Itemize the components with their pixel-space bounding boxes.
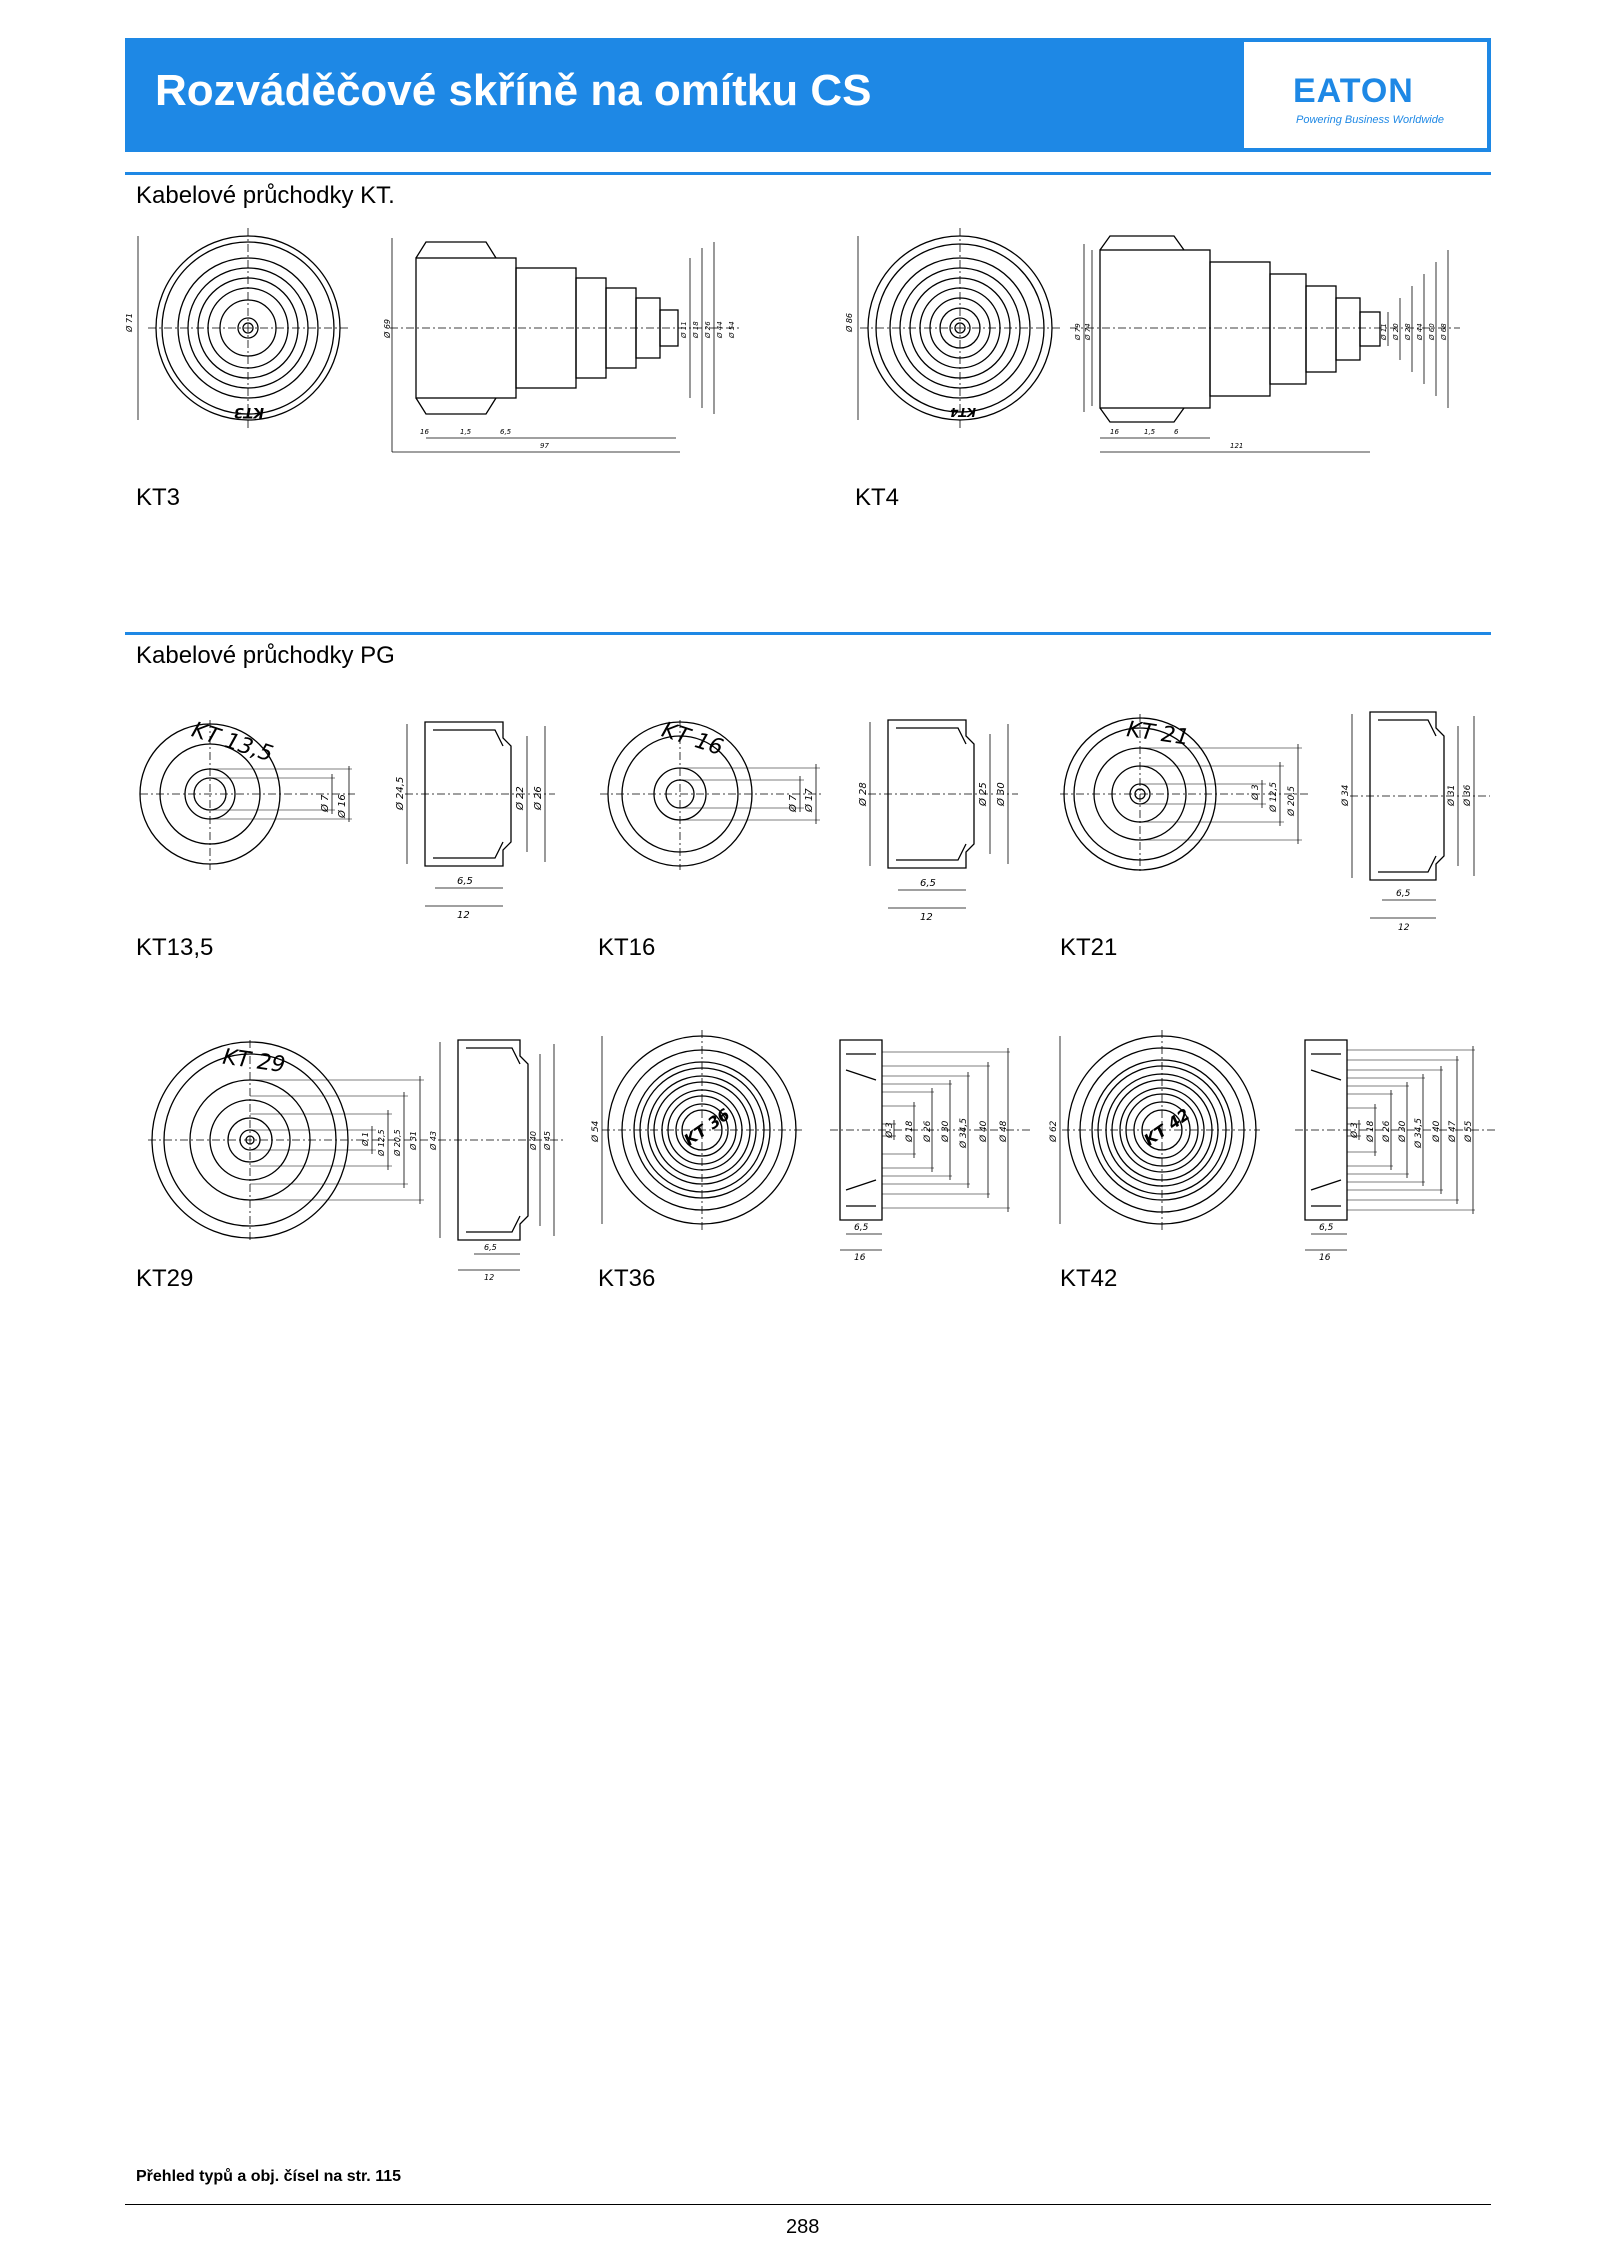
kt3-side-dim-44: Ø 44 (716, 321, 724, 338)
kt4-side-dim-74: Ø 74 (1084, 323, 1092, 340)
footer-note: Přehled typů a obj. čísel na str. 115 (136, 2168, 401, 2185)
kt3-side-dim-16: 16 (420, 428, 429, 436)
kt42-dim-18: Ø 18 (1366, 1120, 1376, 1142)
kt3-mark: KT3 (233, 404, 264, 420)
kt36-mark: KT 36 (680, 1104, 734, 1150)
kt16-dim-6-5: 6,5 (920, 878, 936, 889)
kt21-dim-31: Ø 31 (1447, 784, 1457, 806)
kt4-side-dim-79: Ø 79 (1074, 323, 1082, 340)
kt135-dim-12: 12 (457, 910, 470, 921)
kt135-dim-7: Ø 7 (320, 794, 331, 812)
kt36-dim-26: Ø 26 (923, 1120, 933, 1142)
kt21-side-view (1330, 700, 1500, 940)
kt21-dim-34: Ø 34 (1341, 784, 1351, 806)
kt36-dim-3: Ø 3 (885, 1122, 895, 1138)
kt29-front-view (140, 1030, 440, 1240)
kt42-dim-62: Ø 62 (1049, 1120, 1059, 1142)
kt16-dim-30: Ø 30 (996, 782, 1007, 806)
figure-label-kt21: KT21 (1060, 934, 1118, 961)
kt3-side-dim-18: Ø 18 (692, 321, 700, 338)
kt42-dim-55: Ø 55 (1464, 1120, 1474, 1142)
kt16-side-view (848, 700, 1028, 925)
kt3-side-dim-26: Ø 26 (704, 321, 712, 338)
kt42-side-view (1295, 1030, 1495, 1263)
kt16-front-view (600, 700, 830, 880)
kt4-side-dim-60: Ø 60 (1428, 323, 1436, 340)
kt36-dim-6-5: 6,5 (854, 1223, 869, 1233)
kt4-front-view (845, 228, 1078, 438)
kt29-dim-12-5: Ø 12,5 (377, 1129, 386, 1156)
kt29-dim-1: Ø 1 (361, 1132, 370, 1146)
figure-label-kt36: KT36 (598, 1265, 656, 1292)
kt4-side-dim-6: 6 (1174, 428, 1179, 436)
kt3-side-view (383, 228, 750, 463)
figure-label-kt16: KT16 (598, 934, 656, 961)
kt42-mark: KT 42 (1140, 1104, 1194, 1150)
kt29-dim-12: 12 (484, 1273, 495, 1282)
kt36-dim-54: Ø 54 (591, 1120, 601, 1142)
kt4-side-dim-44: Ø 44 (1416, 323, 1424, 340)
kt21-mark: KT 21 (1125, 717, 1191, 751)
kt3-front-dim: Ø 71 (125, 312, 134, 332)
kt36-side-view (830, 1030, 1030, 1263)
kt16-dim-7: Ø 7 (788, 794, 799, 812)
kt4-side-dim-28: Ø 28 (1404, 323, 1412, 340)
section-rule-pg (125, 632, 1491, 635)
kt21-dim-6-5: 6,5 (1396, 889, 1411, 899)
section-title-kt: Kabelové průchodky KT. (136, 182, 395, 209)
kt3-side-dim-1-5: 1,5 (460, 428, 472, 436)
kt4-side-dim-1-5: 1,5 (1144, 428, 1156, 436)
kt3-side-dim-6-5: 6,5 (500, 428, 512, 436)
kt29-dim-31: Ø 31 (409, 1130, 418, 1150)
kt4-side-dim-20: Ø 20 (1392, 323, 1400, 340)
kt16-dim-25: Ø 25 (978, 782, 989, 806)
kt135-front-view (140, 700, 370, 880)
kt36-front-view (592, 1030, 802, 1230)
kt42-dim-6-5: 6,5 (1319, 1223, 1334, 1233)
figure-label-kt135: KT13,5 (136, 934, 214, 961)
kt29-dim-20-5: Ø 20,5 (393, 1129, 402, 1156)
kt4-side-view (1070, 228, 1470, 463)
figure-label-kt29: KT29 (136, 1265, 194, 1292)
kt42-dim-16: 16 (1319, 1253, 1331, 1263)
kt3-side-dim-54: Ø 54 (728, 321, 736, 338)
logo-tagline: Powering Business Worldwide (1296, 114, 1444, 126)
kt42-dim-47: Ø 47 (1448, 1120, 1458, 1142)
kt16-dim-17: Ø 17 (804, 788, 815, 812)
eaton-logo (1243, 41, 1488, 149)
kt3-side-dim-97: 97 (540, 442, 549, 450)
kt21-front-view (1060, 700, 1320, 880)
kt135-dim-26: Ø 26 (533, 786, 544, 810)
kt36-dim-30: Ø 30 (941, 1120, 951, 1142)
kt29-side-view (428, 1030, 568, 1280)
kt4-side-dim-16: 16 (1110, 428, 1119, 436)
kt36-dim-18: Ø 18 (905, 1120, 915, 1142)
kt4-front-dim: Ø 86 (845, 312, 854, 332)
figure-label-kt3: KT3 (136, 484, 181, 511)
figure-label-kt4: KT4 (855, 484, 900, 511)
kt135-dim-16: Ø 16 (337, 794, 348, 818)
kt29-dim-40: Ø 40 (529, 1130, 538, 1150)
kt29-mark: KT 29 (221, 1044, 287, 1079)
logo-wordmark: EATON (1293, 72, 1414, 110)
kt135-dim-24-5: Ø 24,5 (395, 776, 406, 810)
footer-divider (125, 2204, 1491, 2205)
kt29-dim-6-5: 6,5 (484, 1243, 497, 1252)
kt4-side-dim-68: Ø 68 (1440, 323, 1448, 340)
kt42-dim-30: Ø 30 (1398, 1120, 1408, 1142)
kt16-mark: KT 16 (658, 717, 727, 761)
section-title-pg: Kabelové průchodky PG (136, 642, 395, 669)
page-number: 288 (786, 2216, 820, 2238)
kt21-dim-12-5: Ø 12,5 (1269, 782, 1279, 812)
kt4-mark: KT4 (950, 405, 976, 419)
kt42-dim-34-5: Ø 34,5 (1414, 1118, 1424, 1148)
kt36-dim-16: 16 (854, 1253, 866, 1263)
kt36-dim-48: Ø 48 (999, 1120, 1009, 1142)
kt16-dim-28: Ø 28 (858, 782, 869, 806)
kt135-dim-6-5: 6,5 (457, 876, 473, 887)
kt4-side-dim-11: Ø 11 (1380, 323, 1388, 340)
kt3-front-view (125, 228, 378, 438)
kt21-dim-20-5: Ø 20,5 (1287, 786, 1297, 816)
kt135-mark: KT 13,5 (188, 717, 276, 768)
kt135-dim-22: Ø 22 (515, 786, 526, 810)
figure-label-kt42: KT42 (1060, 1265, 1118, 1292)
kt36-dim-40: Ø 40 (979, 1120, 989, 1142)
kt36-dim-34-5: Ø 34,5 (959, 1118, 969, 1148)
kt21-dim-12: 12 (1398, 923, 1410, 933)
kt4-side-dim-121: 121 (1230, 442, 1244, 450)
kt21-dim-36: Ø 36 (1463, 784, 1473, 806)
kt3-side-dim-69: Ø 69 (383, 318, 392, 338)
kt42-dim-26: Ø 26 (1382, 1120, 1392, 1142)
page-header (125, 38, 1491, 152)
kt3-side-dim-11: Ø 11 (680, 321, 688, 338)
kt42-front-view (1050, 1030, 1260, 1230)
kt29-dim-45: Ø 45 (543, 1130, 552, 1150)
kt42-dim-40: Ø 40 (1432, 1120, 1442, 1142)
kt16-dim-12: 12 (920, 912, 933, 923)
kt42-dim-3: Ø 3 (1350, 1122, 1360, 1138)
kt29-dim-43: Ø 43 (429, 1130, 438, 1150)
kt21-dim-3: Ø 3 (1251, 784, 1261, 800)
section-rule-kt (125, 172, 1491, 175)
page-title: Rozváděčové skříně na omítku CS (155, 66, 872, 115)
kt135-side-view (385, 700, 565, 925)
